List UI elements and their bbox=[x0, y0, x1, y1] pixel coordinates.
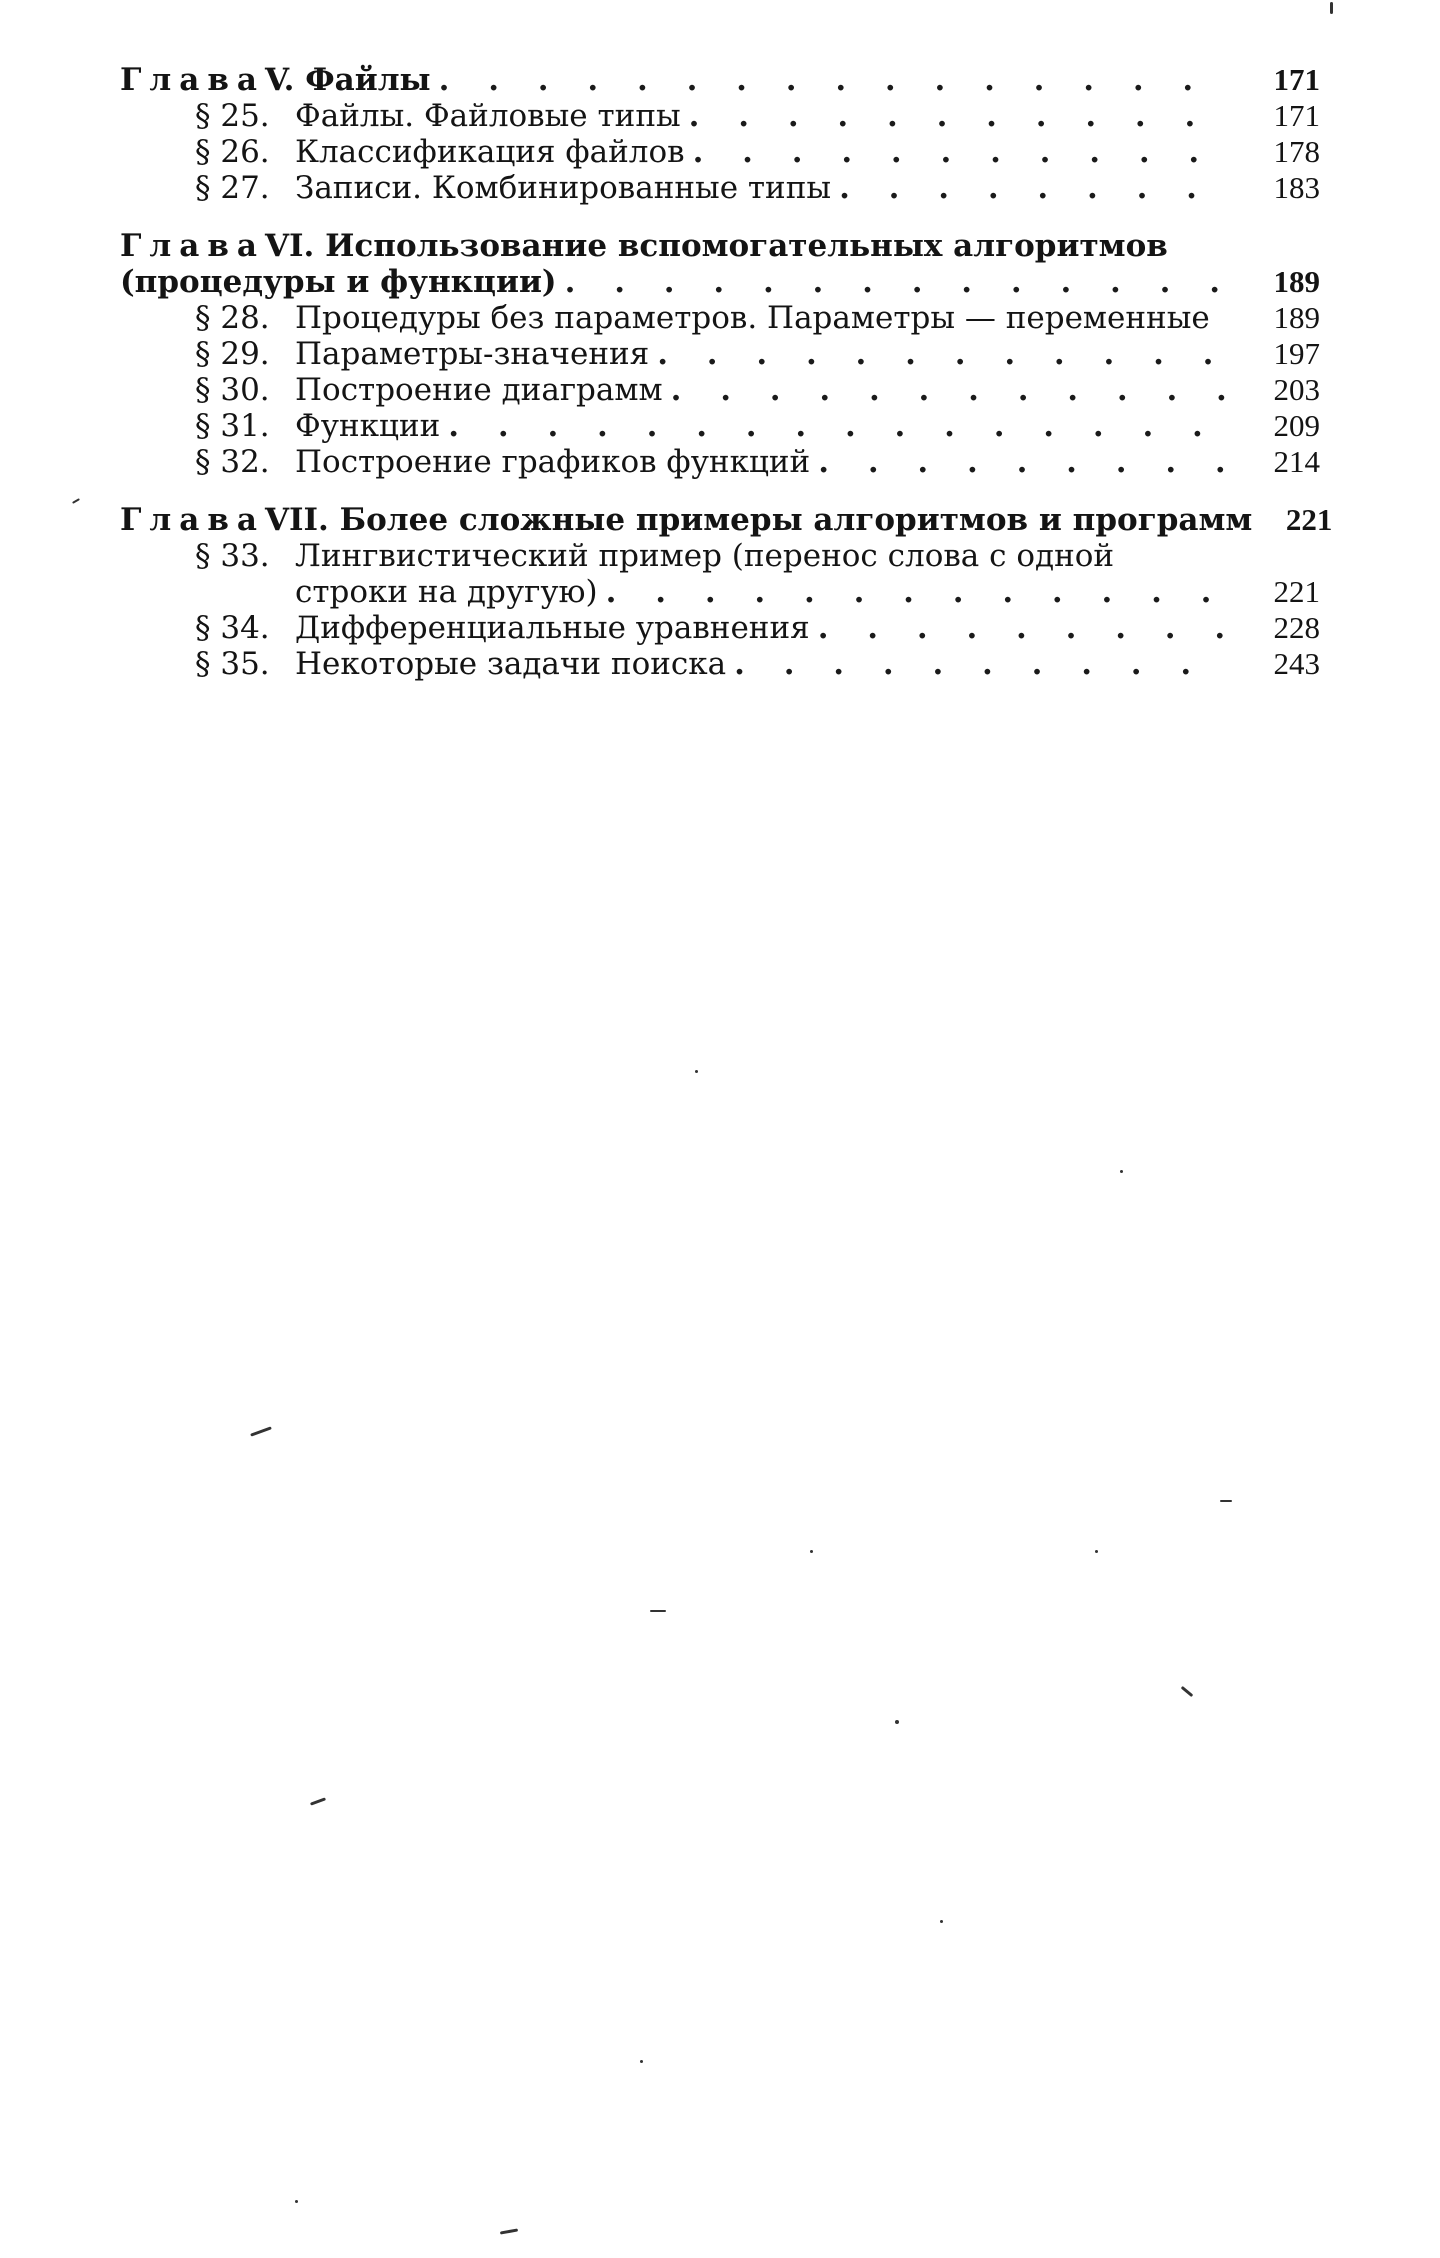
dot-leader bbox=[657, 336, 1232, 372]
section-number: § 35. bbox=[195, 646, 270, 682]
chapter-7-entry bbox=[120, 502, 1333, 538]
toc-entry bbox=[120, 134, 1320, 170]
chapter-7 bbox=[120, 502, 1333, 682]
dot-leader bbox=[565, 264, 1232, 300]
section-number: § 34. bbox=[195, 610, 270, 646]
page-number: 189 bbox=[1273, 300, 1320, 335]
dot-leader bbox=[818, 610, 1232, 646]
chapter-6 bbox=[120, 228, 1320, 480]
toc-entry-line2 bbox=[120, 574, 1320, 610]
chapter-5-entry bbox=[120, 62, 1320, 98]
dot-leader bbox=[693, 134, 1232, 170]
page-number: 183 bbox=[1273, 170, 1320, 205]
dot-leader bbox=[734, 646, 1232, 682]
toc-entry bbox=[120, 646, 1320, 682]
chapter-title: V. Файлы bbox=[264, 62, 431, 98]
section-title: Некоторые задачи поиска bbox=[295, 646, 727, 682]
dot-leader bbox=[689, 98, 1232, 134]
chapter-6-entry-line2 bbox=[120, 264, 1320, 300]
dot-leader bbox=[671, 372, 1232, 408]
toc-entry bbox=[120, 98, 1320, 134]
toc-entry bbox=[120, 300, 1320, 336]
section-title: Параметры-значения bbox=[295, 336, 650, 372]
toc-entry bbox=[120, 170, 1320, 206]
section-number: § 27. bbox=[195, 170, 270, 206]
section-number: § 26. bbox=[195, 134, 270, 170]
page-number: 171 bbox=[1273, 98, 1320, 133]
section-title: Построение графиков функций bbox=[295, 444, 811, 480]
dot-leader bbox=[839, 170, 1232, 206]
section-number: § 33. bbox=[195, 538, 270, 574]
page-number: 221 bbox=[1273, 574, 1320, 609]
chapter-title: VI. Использование вспомогательных алгоритмов bbox=[264, 228, 1168, 264]
section-number: § 32. bbox=[195, 444, 270, 480]
section-title: Файлы. Файловые типы bbox=[295, 98, 681, 134]
toc-entry bbox=[120, 408, 1320, 444]
section-title: Лингвистический пример (перенос слова с одной bbox=[295, 538, 1115, 574]
chapter-title-continued: (процедуры и функции) bbox=[120, 264, 557, 300]
chapter-6-entry-line1 bbox=[120, 228, 1320, 264]
toc-entry bbox=[120, 372, 1320, 408]
page-number: 203 bbox=[1273, 372, 1320, 407]
section-title: Записи. Комбинированные типы bbox=[295, 170, 832, 206]
section-number: § 29. bbox=[195, 336, 270, 372]
page-number: 189 bbox=[1273, 264, 1320, 299]
page-number: 171 bbox=[1273, 62, 1320, 97]
chapter-5 bbox=[120, 62, 1320, 206]
toc-entry bbox=[120, 610, 1320, 646]
page-number: 228 bbox=[1273, 610, 1320, 645]
page-number: 209 bbox=[1273, 408, 1320, 443]
dot-leader bbox=[439, 62, 1232, 98]
page-number: 178 bbox=[1273, 134, 1320, 169]
dot-leader bbox=[818, 444, 1232, 480]
chapter-label: Глава bbox=[120, 62, 265, 98]
table-of-contents bbox=[120, 62, 1333, 704]
page-number: 243 bbox=[1273, 646, 1320, 681]
section-title-continued: строки на другую) bbox=[295, 574, 598, 610]
page-number: 221 bbox=[1285, 502, 1333, 537]
page-number: 197 bbox=[1273, 336, 1320, 371]
section-title: Построение диаграмм bbox=[295, 372, 663, 408]
chapter-label: Глава bbox=[120, 502, 265, 538]
dot-leader bbox=[606, 574, 1232, 610]
chapter-title: VII. Более сложные примеры алгоритмов и программ bbox=[264, 502, 1253, 538]
section-number: § 28. bbox=[195, 300, 270, 336]
section-number: § 30. bbox=[195, 372, 270, 408]
section-number: § 31. bbox=[195, 408, 270, 444]
section-title: Классификация файлов bbox=[295, 134, 685, 170]
section-number: § 25. bbox=[195, 98, 270, 134]
chapter-label: Глава bbox=[120, 228, 265, 264]
page-number: 214 bbox=[1273, 444, 1320, 479]
toc-entry bbox=[120, 336, 1320, 372]
toc-entry bbox=[120, 444, 1320, 480]
section-title: Процедуры без параметров. Параметры — переменные bbox=[295, 300, 1210, 336]
dot-leader bbox=[448, 408, 1232, 444]
section-title: Функции bbox=[295, 408, 441, 444]
section-title: Дифференциальные уравнения bbox=[295, 610, 810, 646]
toc-entry-line1 bbox=[120, 538, 1320, 574]
